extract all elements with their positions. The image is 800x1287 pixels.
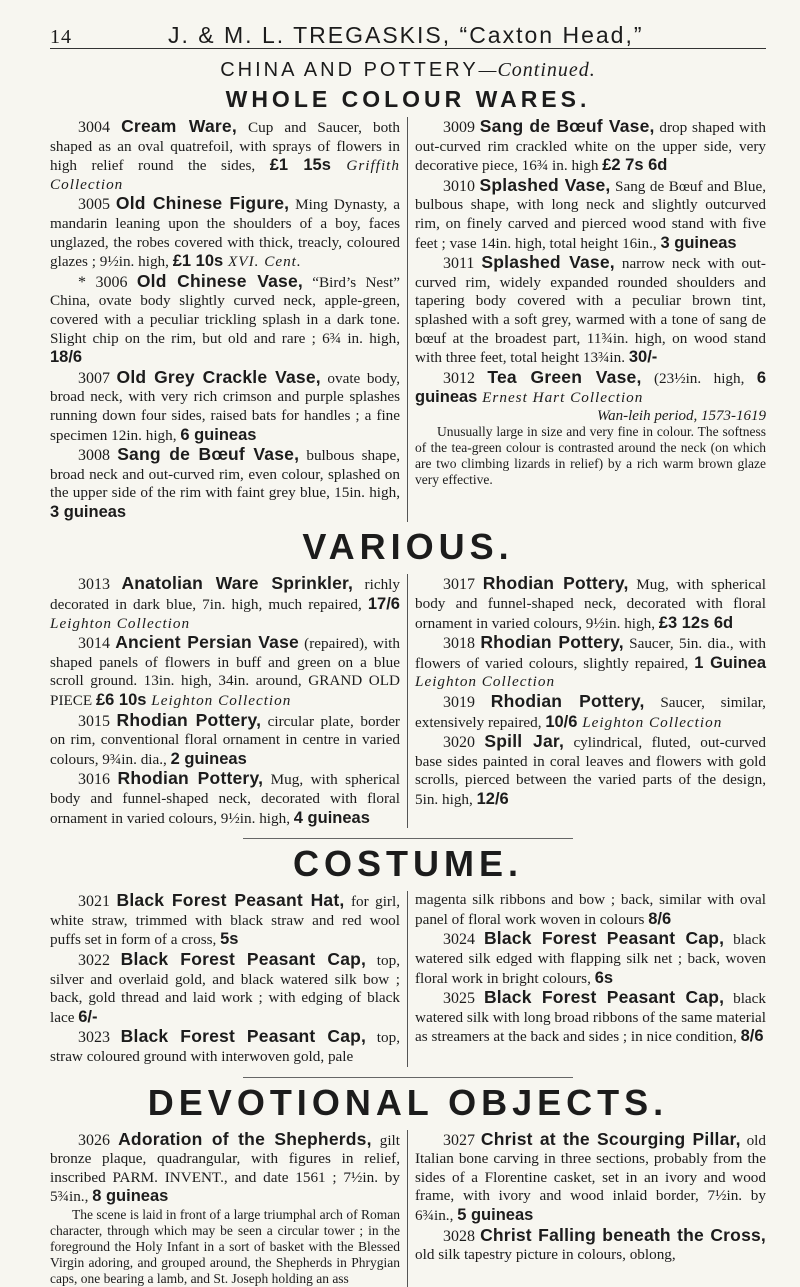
item-description: “Bird’s Nest” China, ovate body slightly curved neck, apple-green, covered with a peculiar trickling splash in a dark tone. Slight chip on the rim, but old and rare ; 6¾ in. high, <box>50 273 401 347</box>
section-title-whole-colour: WHOLE COLOUR WARES. <box>225 86 591 112</box>
section-whole-colour <box>50 117 766 522</box>
catalogue-item <box>415 988 766 1047</box>
item-number: 3014 <box>78 635 110 653</box>
item-collection: Ernest Hart Collection <box>477 389 644 407</box>
item-description: narrow neck with out-curved rim, widely expanded rounded shoulders and tapering body covered with a peculiar brown tint, splashed with a soft grey, warmed with a tone of sang de bœuf at the broadest part, 11¾in. high, on wood stand with three feet, total height 13¾in. <box>415 255 766 367</box>
item-number: 3008 <box>78 447 110 465</box>
item-price: 5 guineas <box>457 1205 534 1224</box>
item-title: Cream Ware, <box>121 116 237 136</box>
item-number: 3009 <box>443 119 475 136</box>
catalogue-item <box>415 732 766 809</box>
publisher-heading: J. & M. L. TREGASKIS, “Caxton Head,” <box>168 22 644 48</box>
item-price: £1 10s <box>172 252 224 271</box>
item-price: 8 guineas <box>92 1187 169 1206</box>
item-number: 3011 <box>443 255 475 273</box>
item-number: 3025 <box>443 990 475 1008</box>
item-price: 4 guineas <box>293 808 370 827</box>
section-devotional <box>50 1130 766 1287</box>
item-price: 2 guineas <box>170 749 247 768</box>
item-price: £1 15s <box>269 156 331 175</box>
item-title: Christ Falling beneath the Cross, <box>480 1224 766 1245</box>
item-price: 10/6 <box>545 712 578 731</box>
item-number: 3026 <box>78 1131 110 1149</box>
item-title: Spill Jar, <box>484 731 565 752</box>
item-number: 3027 <box>443 1131 475 1149</box>
category-title <box>50 59 766 82</box>
item-description: top, silver and overlaid gold, and black watered silk bow ; back, gold thread and laid work ; with edging of black lace <box>50 951 400 1026</box>
item-title: Anatolian Ware Sprinkler, <box>121 573 354 594</box>
item-description: old silk tapestry picture in colours, oblong, <box>415 1246 676 1264</box>
item-description: drop shaped with out-curved rim crackled white on the upper side, very decorative piece, 16¾ in. high <box>415 119 766 175</box>
catalogue-item <box>50 711 400 770</box>
item-number: 3016 <box>78 771 110 789</box>
item-title: Splashed Vase, <box>481 252 615 273</box>
item-description: Mug, with spherical body and funnel-shaped neck, decorated with floral ornament in varied colours, 9½in. high, <box>50 771 401 827</box>
item-collection: Leighton Collection <box>146 692 292 710</box>
item-collection: XVI. Cent. <box>223 253 302 271</box>
item-number: 3017 <box>443 576 475 594</box>
item-title: Adoration of the Shepherds, <box>118 1128 372 1149</box>
section-title-devotional: DEVOTIONAL OBJECTS. <box>147 1081 669 1123</box>
item-title: Rhodian Pottery, <box>116 709 262 730</box>
item-number: 3005 <box>78 196 110 214</box>
column-left <box>50 574 408 828</box>
item-description: (23½in. high, <box>641 369 757 387</box>
item-description: black watered silk with long broad ribbons of the same material as streamers at the back and sides ; in nice condition, <box>415 990 766 1046</box>
item-number: 3020 <box>443 734 475 752</box>
item-price: 12/6 <box>476 790 509 808</box>
item-title: Old Grey Crackle Vase, <box>116 366 321 387</box>
catalogue-item <box>50 194 400 271</box>
running-head <box>50 0 766 48</box>
item-price: 5s <box>220 930 239 949</box>
item-price: 6 guineas <box>180 425 257 444</box>
section-costume <box>50 891 766 1066</box>
column-left <box>50 891 408 1066</box>
item-description: ovate body, broad neck, with very rich crimson and purple splashes running down four sides, raised bats for handles ; a fine specimen 12in. high, <box>50 369 401 444</box>
catalogue-item <box>415 891 766 929</box>
item-title: Black Forest Peasant Cap, <box>120 1026 367 1047</box>
page-number: 14 <box>50 26 72 48</box>
item-title: Rhodian Pottery, <box>117 768 264 789</box>
section-various <box>50 574 766 828</box>
item-title: Christ at the Scourging Pillar, <box>480 1128 741 1149</box>
item-number: 3024 <box>443 931 475 949</box>
item-note: Wan-leih period, 1573-1619 <box>596 407 766 424</box>
catalogue-item <box>50 272 400 368</box>
catalogue-item <box>415 117 766 176</box>
item-description: black watered silk edged with flapping silk net ; back, woven floral work in bright colours, <box>415 931 766 987</box>
item-number: 3019 <box>443 694 475 712</box>
item-price: 8/6 <box>648 909 672 928</box>
item-description: Sang de Bœuf and Blue, bulbous shape, with long neck and slightly outcurved rim, on finely carved and pierced wood stand with five feet ; vase 14in. high, total height 16in., <box>415 177 767 252</box>
item-description: Saucer, 5in. dia., with flowers of varied colours, slightly repaired, <box>415 635 766 672</box>
item-description: Ming Dynasty, a mandarin leaning upon the shoulders of a boy, faces unglazed, the robes covered with thick, treacly, coloured glazes ; 9½in. high, <box>50 196 400 271</box>
catalogue-item <box>415 1226 766 1265</box>
item-description: cylindrical, fluted, out-curved base sides painted in coral leaves and flowers with gold scrolls, pierced between the varied parts of the design, 5in. high, <box>415 734 767 808</box>
item-description: Mug, with spherical body and funnel-shaped neck, decorated with floral ornament in varied colours, 9½in. high, <box>415 576 766 632</box>
item-price: 30/- <box>628 348 658 367</box>
item-note: Unusually large in size and very fine in colour. The softness of the tea-green colour is contrasted around the neck (on which are two climbing lizards in relief) by a rich warm brown glaze very effective. <box>415 423 766 487</box>
item-title: Tea Green Vase, <box>487 366 642 387</box>
catalogue-item <box>415 368 766 408</box>
catalogue-item <box>50 117 400 194</box>
item-description: Saucer, similar, extensively repaired, <box>415 694 766 731</box>
item-number: 3004 <box>78 119 110 136</box>
column-right <box>408 574 766 828</box>
item-title: Old Chinese Figure, <box>115 193 290 214</box>
category-name: CHINA AND POTTERY <box>220 59 479 81</box>
item-price: £6 10s <box>96 691 147 710</box>
item-collection: Leighton Collection <box>577 713 723 731</box>
catalogue-item <box>415 176 766 253</box>
item-description: (repaired), with shaped panels of flowers in buff and green on a blue scroll ground. 13in. high, 34in. around, GRAND OLD PIECE <box>50 635 400 710</box>
item-price: 18/6 <box>50 348 83 367</box>
catalogue-item <box>50 1027 400 1066</box>
section-title-various: VARIOUS. <box>302 526 514 568</box>
item-title: Old Chinese Vase, <box>136 270 303 291</box>
item-number: 3022 <box>78 951 110 969</box>
section-divider <box>243 1077 573 1078</box>
item-title: Rhodian Pottery, <box>490 691 645 712</box>
item-number: 3012 <box>443 369 475 387</box>
item-note: The scene is laid in front of a large triumphal arch of Roman character, through which may be seen a circular tower ; in the foreground the Holy Infant in a sort of basket with the Blessed Virgin adoring, and grouped around, the Shepherds in Phrygian caps, one bearing a lamb, and St. Joseph holding an ass <box>50 1206 400 1286</box>
column-right <box>408 891 766 1066</box>
item-description: old Italian bone carving in three sections, probably from the sides of a Florentine casket, set in an ivory and wood frame, with ivory and wood inlaid border, 7½in. by 6¾in., <box>415 1131 766 1224</box>
continued-label: —Continued. <box>478 59 596 81</box>
item-title: Sang de Bœuf Vase, <box>117 444 300 465</box>
item-price: 3 guineas <box>50 502 127 521</box>
item-title: Rhodian Pottery, <box>480 632 624 653</box>
item-price: 6 guineas <box>415 368 766 407</box>
item-collection: Leighton Collection <box>50 614 191 632</box>
item-description: magenta silk ribbons and bow ; back, similar with oval panel of floral work woven in colours <box>415 891 766 928</box>
item-description: for girl, white straw, trimmed with black straw and red wool puffs set in form of a cross, <box>50 893 401 949</box>
item-number: 3023 <box>78 1029 110 1047</box>
item-price: £3 12s 6d <box>658 613 734 632</box>
column-left <box>50 117 408 522</box>
item-collection: Leighton Collection <box>415 673 556 691</box>
item-title: Splashed Vase, <box>479 174 611 195</box>
item-description: circular plate, border on rim, conventional floral ornament in centre in varied colours, 9¾in. dia., <box>50 712 400 768</box>
item-title: Black Forest Peasant Hat, <box>116 890 345 911</box>
item-title: Rhodian Pottery, <box>482 573 629 594</box>
item-number: 3013 <box>78 576 110 594</box>
catalogue-item <box>415 253 766 368</box>
column-left <box>50 1130 408 1287</box>
item-number: 3021 <box>78 893 110 911</box>
item-price: 6/- <box>78 1007 98 1026</box>
item-price: 1 Guinea <box>694 653 767 672</box>
item-title: Black Forest Peasant Cap, <box>483 987 725 1008</box>
item-title: Ancient Persian Vase <box>115 632 299 653</box>
item-number: 3007 <box>78 369 110 387</box>
item-description: richly decorated in dark blue, 7in. high, much repaired, <box>50 576 400 614</box>
item-description: bulbous shape, broad neck and out-curved rim, even colour, splashed on the upper side of the rim with faint grey blue, 15in. high, <box>50 447 401 502</box>
item-price: 8/6 <box>740 1027 764 1046</box>
catalogue-item <box>50 950 400 1027</box>
item-description: top, straw coloured ground with interwoven gold, pale <box>50 1029 400 1065</box>
item-price: 3 guineas <box>660 233 737 252</box>
catalogue-item <box>50 633 400 710</box>
column-right <box>408 1130 766 1287</box>
item-collection: Griffith Collection <box>50 157 400 193</box>
item-title: Black Forest Peasant Cap, <box>483 928 725 949</box>
item-description: gilt bronze plaque, quadrangular, with figures in relief, inscribed PARM. INVENT., and date 1561 ; 7½in. by 5¾in., <box>50 1131 400 1206</box>
catalogue-item <box>50 1130 400 1207</box>
section-divider <box>243 838 573 839</box>
section-title-costume: COSTUME. <box>292 843 523 885</box>
catalogue-item <box>50 769 400 828</box>
item-title: Sang de Bœuf Vase, <box>479 116 655 136</box>
item-number: 3018 <box>443 635 475 653</box>
column-right <box>408 117 766 522</box>
catalogue-item <box>415 692 766 732</box>
item-description: Cup and Saucer, both shaped as an oval quatrefoil, with sprays of flowers in high relief round the sides, <box>50 119 401 175</box>
item-price: 6s <box>594 968 614 987</box>
item-number: 3010 <box>443 177 475 195</box>
item-price: £2 7s 6d <box>602 156 668 175</box>
catalogue-item <box>415 1130 766 1226</box>
item-number: 3028 <box>443 1227 475 1245</box>
item-price: 17/6 <box>367 595 400 614</box>
catalogue-item <box>50 891 400 950</box>
catalogue-item <box>50 445 400 522</box>
item-title: Black Forest Peasant Cap, <box>120 948 367 969</box>
catalogue-item <box>50 574 400 633</box>
catalogue-item <box>415 929 766 988</box>
catalogue-item <box>415 633 766 692</box>
item-number: * 3006 <box>78 273 128 291</box>
catalogue-item <box>50 368 400 445</box>
catalogue-item <box>415 574 766 633</box>
item-number: 3015 <box>78 712 110 730</box>
